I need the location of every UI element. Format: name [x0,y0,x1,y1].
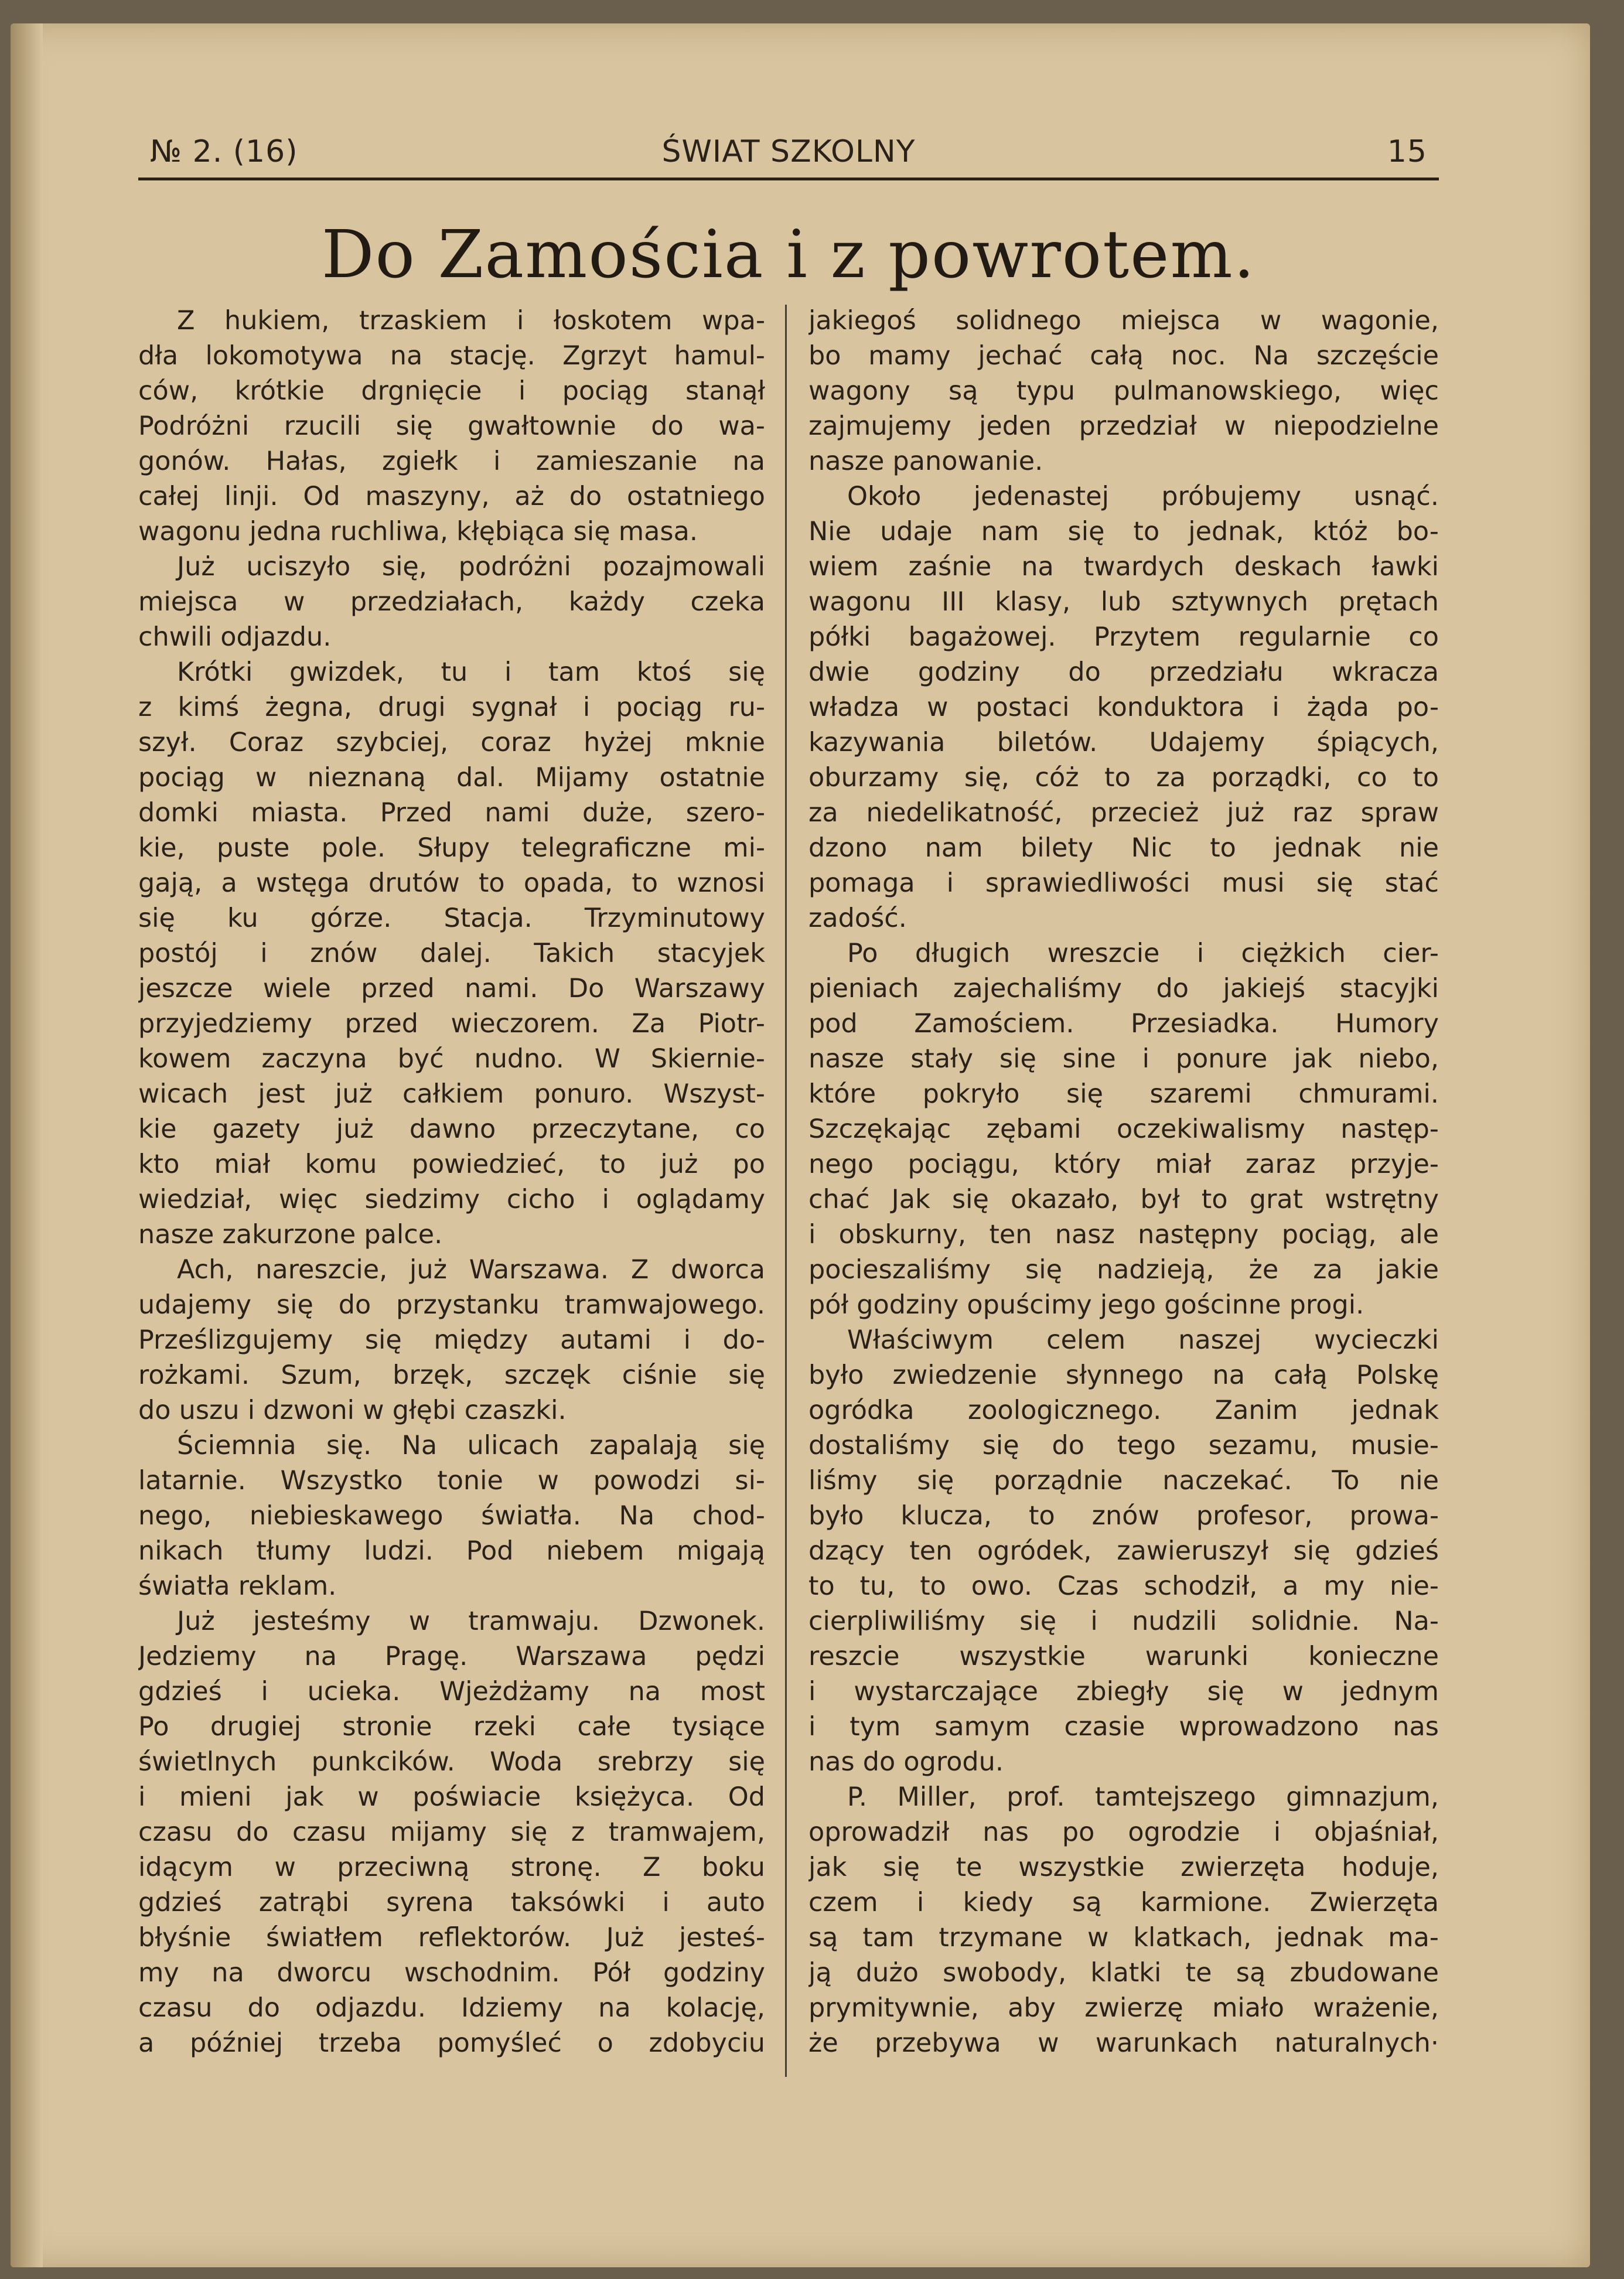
text-line: liśmy się porządnie naczekać. To nie [808,1466,1439,1496]
text-line: P. Miller, prof. tamtejszego gimnazjum, [847,1782,1439,1812]
text-line: Już jesteśmy w tramwaju. Dzwonek. [177,1606,765,1636]
text-line: chać Jak się okazało, był to grat wstrętny [808,1185,1439,1214]
text-line: że przebywa w warunkach naturalnych· [808,2028,1439,2058]
text-line: wiem zaśnie na twardych deskach ławki [808,552,1439,582]
article-title: Do Zamościa i z powrotem. [321,217,1256,293]
text-line: Jedziemy na Pragę. Warszawa pędzi [138,1642,765,1671]
text-line: z kimś żegna, drugi sygnał i pociąg ru- [138,692,765,722]
text-line: nasze panowanie. [808,446,1043,476]
text-line: było zwiedzenie słynnego na całą Polskę [808,1360,1439,1390]
text-line: miejsca w przedziałach, każdy czeka [138,587,765,617]
text-line: półki bagażowej. Przytem regularnie co [808,622,1439,652]
text-line: Ściemnia się. Na ulicach zapalają się [177,1431,765,1461]
text-line: kie, puste pole. Słupy telegraficzne mi- [138,833,765,863]
text-line: zajmujemy jeden przedział w niepodzielne [808,411,1439,441]
text-line: Krótki gwizdek, tu i tam ktoś się [177,657,765,687]
text-line: które pokryło się szaremi chmurami. [808,1079,1439,1109]
text-line: przyjedziemy przed wieczorem. Za Piotr- [138,1009,765,1039]
journal-title: ŚWIAT SZKOLNY [661,134,916,169]
text-line: Nie udaje nam się to jednak, któż bo- [808,517,1439,547]
text-line: Już uciszyło się, podróżni pozajmowali [177,552,765,582]
text-line: władza w postaci konduktora i żąda po- [808,692,1439,722]
text-line: jakiegoś solidnego miejsca w wagonie, [808,306,1439,336]
text-line: cierpliwiliśmy się i nudzili solidnie. Na- [808,1606,1439,1636]
text-line: udajemy się do przystanku tramwajowego. [138,1290,765,1320]
text-line: Po długich wreszcie i ciężkich cier- [847,939,1439,968]
text-line: prymitywnie, aby zwierzę miało wrażenie, [808,1993,1439,2023]
column-divider [785,305,787,2077]
text-line: idącym w przeciwną stronę. Z boku [138,1852,765,1882]
text-line: pod Zamościem. Przesiadka. Humory [808,1009,1439,1039]
text-line: rożkami. Szum, brzęk, szczęk ciśnie się [138,1360,765,1390]
text-line: do uszu i dzwoni w głębi czaszki. [138,1396,567,1425]
text-line: Ach, nareszcie, już Warszawa. Z dworca [177,1255,765,1285]
text-line: szył. Coraz szybciej, coraz hyżej mknie [138,728,765,758]
text-line: dwie godziny do przedziału wkracza [808,657,1439,687]
text-line: oburzamy się, cóż to za porządki, co to [808,763,1439,793]
text-line: i mieni jak w poświacie księżyca. Od [138,1782,765,1812]
text-line: Prześlizgujemy się między autami i do- [138,1325,765,1355]
text-line: nego pociągu, który miał zaraz przyje- [808,1149,1439,1179]
text-line: Po drugiej stronie rzeki całe tysiące [138,1712,765,1742]
text-line: się ku górze. Stacja. Trzyminutowy [138,903,765,933]
text-line: nasze zakurzone palce. [138,1220,443,1250]
text-line: postój i znów dalej. Takich stacyjek [138,939,765,968]
text-line: oprowadził nas po ogrodzie i objaśniał, [808,1817,1439,1847]
text-line: za niedelikatność, przecież już raz spraw [808,798,1439,828]
text-line: jak się te wszystkie zwierzęta hoduje, [808,1852,1439,1882]
text-line: i obskurny, ten nasz następny pociąg, ale [808,1220,1439,1250]
text-line: Z hukiem, trzaskiem i łoskotem wpa- [177,306,765,336]
issue-number: № 2. (16) [150,134,298,169]
text-line: dzący ten ogródek, zawieruszył się gdzieś [808,1536,1439,1566]
text-line: było klucza, to znów profesor, prowa- [808,1501,1439,1531]
text-line: ją dużo swobody, klatki te są zbudowane [808,1958,1439,1988]
text-line: wagony są typu pulmanowskiego, więc [808,376,1439,406]
text-line: pół godziny opuścimy jego gościnne progi. [808,1290,1364,1320]
text-line: pocieszaliśmy się nadzieją, że za jakie [808,1255,1439,1285]
text-line: świetlnych punkcików. Woda srebrzy się [138,1747,765,1777]
text-line: dzono nam bilety Nic to jednak nie [808,833,1439,863]
text-line: pociąg w nieznaną dal. Mijamy ostatnie [138,763,765,793]
left-column [138,303,765,2061]
text-line: to tu, to owo. Czas schodził, a my nie- [808,1571,1439,1601]
text-line: wagonu jedna ruchliwa, kłębiąca się masa. [138,517,698,547]
right-column [808,303,1439,2061]
text-line: i tym samym czasie wprowadzono nas [808,1712,1439,1742]
text-line: ców, krótkie drgnięcie i pociąg stanął [138,376,765,406]
text-line: Właściwym celem naszej wycieczki [847,1325,1439,1355]
text-line: są tam trzymane w klatkach, jednak ma- [808,1923,1439,1953]
text-line: jeszcze wiele przed nami. Do Warszawy [138,974,765,1004]
page-number: 15 [1387,134,1427,169]
text-line: reszcie wszystkie warunki konieczne [808,1642,1439,1671]
text-line: Szczękając zębami oczekiwalismy następ- [808,1114,1439,1144]
running-header [138,128,1439,176]
text-line: światła reklam. [138,1571,337,1601]
text-line: nego, niebieskawego światła. Na chod- [138,1501,765,1531]
text-line: a później trzeba pomyśleć o zdobyciu [138,2028,765,2058]
text-line: pomaga i sprawiedliwości musi się stać [808,868,1439,898]
header-rule [138,178,1439,180]
text-line: kowem zaczyna być nudno. W Skiernie- [138,1044,765,1074]
text-line: całej linji. Od maszyny, aż do ostatniego [138,482,765,511]
text-line: czem i kiedy są karmione. Zwierzęta [808,1888,1439,1918]
text-line: kto miał komu powiedzieć, to już po [138,1149,765,1179]
text-line: nasze stały się sine i ponure jak niebo, [808,1044,1439,1074]
text-line: gdzieś zatrąbi syrena taksówki i auto [138,1888,765,1918]
text-line: gonów. Hałas, zgiełk i zamieszanie na [138,446,765,476]
text-line: czasu do odjazdu. Idziemy na kolację, [138,1993,765,2023]
text-line: wagonu III klasy, lub sztywnych prętach [808,587,1439,617]
text-line: domki miasta. Przed nami duże, szero- [138,798,765,828]
text-line: kazywania biletów. Udajemy śpiących, [808,728,1439,758]
text-line: błyśnie światłem reflektorów. Już jesteś- [138,1923,765,1953]
text-line: latarnie. Wszystko tonie w powodzi si- [138,1466,765,1496]
text-line: wiedział, więc siedzimy cicho i oglądamy [138,1185,765,1214]
text-line: i wystarczające zbiegły się w jednym [808,1677,1439,1707]
text-line: czasu do czasu mijamy się z tramwajem, [138,1817,765,1847]
text-line: wicach jest już całkiem ponuro. Wszyst- [138,1079,765,1109]
text-line: nikach tłumy ludzi. Pod niebem migają [138,1536,765,1566]
text-line: gdzieś i ucieka. Wjeżdżamy na most [138,1677,765,1707]
text-line: gają, a wstęga drutów to opada, to wznosi [138,868,765,898]
text-line: my na dworcu wschodnim. Pół godziny [138,1958,765,1988]
text-line: dostaliśmy się do tego sezamu, musie- [808,1431,1439,1461]
text-line: ogródka zoologicznego. Zanim jednak [808,1396,1439,1425]
text-line: Podróżni rzucili się gwałtownie do wa- [138,411,765,441]
text-line: pieniach zajechaliśmy do jakiejś stacyjki [808,974,1439,1004]
text-line: dła lokomotywa na stację. Zgrzyt hamul- [138,341,765,371]
binding-edge [11,23,43,2267]
text-line: chwili odjazdu. [138,622,332,652]
text-line: Około jedenastej próbujemy usnąć. [847,482,1439,511]
text-line: nas do ogrodu. [808,1747,1004,1777]
text-line: kie gazety już dawno przeczytane, co [138,1114,765,1144]
text-line: zadość. [808,903,907,933]
text-line: bo mamy jechać całą noc. Na szczęście [808,341,1439,371]
